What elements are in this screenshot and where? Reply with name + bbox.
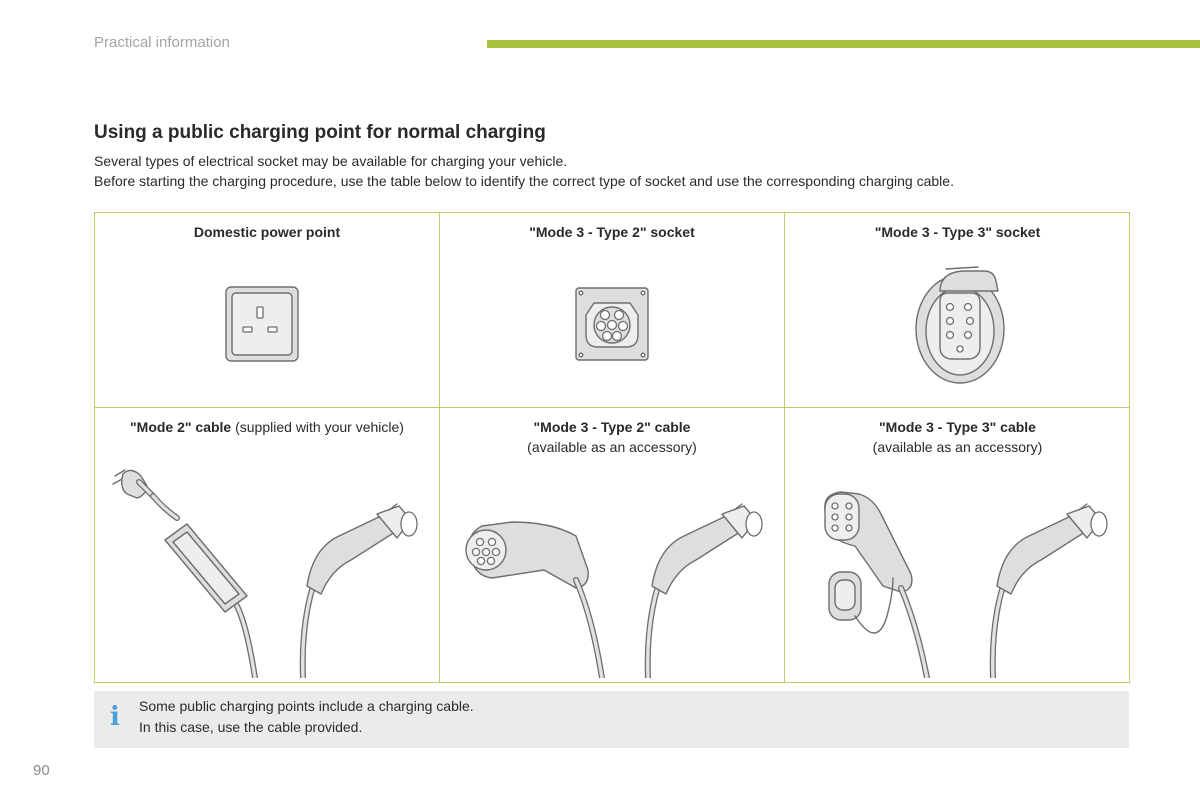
section-accent-bar: [487, 40, 1200, 48]
mode2-cable-icon: [107, 466, 427, 678]
cell-type3-socket: [785, 213, 1130, 407]
socket-label: Domestic power point: [193, 224, 341, 240]
section-title: Practical information: [94, 34, 230, 51]
cell-domestic-socket: [95, 213, 439, 407]
type3-cable-icon: [797, 466, 1117, 678]
info-line-2: In this case, use the cable provided.: [139, 719, 363, 735]
intro-text: [94, 151, 954, 191]
cable-note: (available as an accessory): [527, 439, 697, 455]
info-line-1: Some public charging points include a charging cable.: [139, 698, 474, 714]
info-text: [139, 696, 474, 738]
cable-label: [95, 417, 439, 437]
type2-socket-icon: [572, 285, 652, 365]
cable-note: (supplied with your vehicle): [235, 419, 404, 435]
info-icon: i: [110, 702, 120, 732]
type2-cable-icon: [452, 466, 772, 678]
cable-note: (available as an accessory): [872, 439, 1043, 455]
intro-line-2: Before starting the charging procedure, use the table below to identify the correct type of socket and use the corresponding charging cable.: [94, 173, 954, 189]
cable-name: "Mode 3 - Type 2" cable: [533, 419, 691, 435]
cell-type3-cable: [785, 408, 1130, 683]
info-note: [94, 691, 1129, 748]
cable-name: "Mode 3 - Type 3" cable: [879, 419, 1036, 435]
cable-label: [785, 417, 1130, 457]
page-heading: Using a public charging point for normal charging: [94, 122, 546, 143]
type3-socket-icon: [912, 261, 1012, 385]
cell-type2-cable: [440, 408, 784, 683]
socket-cable-table: [94, 212, 1130, 683]
cell-mode2-cable: [95, 408, 439, 683]
cable-name: "Mode 2" cable: [130, 419, 232, 435]
intro-line-1: Several types of electrical socket may be available for charging your vehicle.: [94, 153, 568, 169]
cell-type2-socket: [440, 213, 784, 407]
socket-label: "Mode 3 - Type 2" socket: [529, 224, 695, 240]
page-number: 90: [33, 762, 50, 779]
domestic-socket-icon: [222, 285, 302, 365]
socket-label: "Mode 3 - Type 3" socket: [874, 224, 1041, 240]
cable-label: [440, 417, 784, 457]
